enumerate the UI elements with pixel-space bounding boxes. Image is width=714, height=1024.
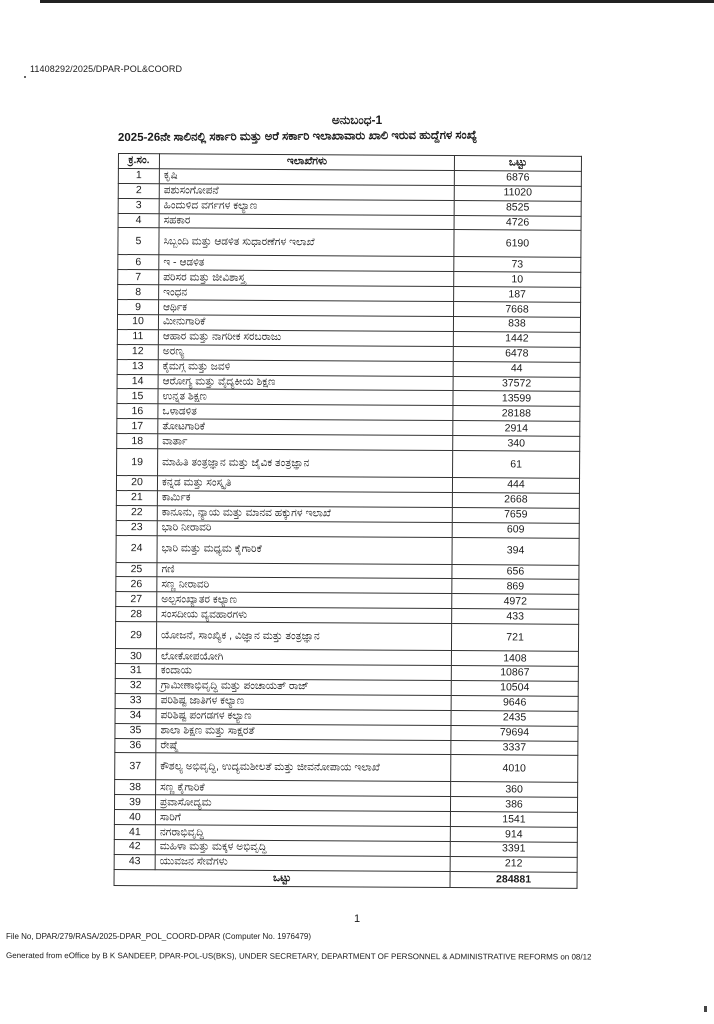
row-department-name: ಕೈಮಗ್ಗ ಮತ್ತು ಜವಳಿ (158, 359, 453, 376)
row-department-name: ಒಳಾಡಳಿತ (158, 404, 453, 421)
row-sl-no: 22 (116, 505, 157, 520)
row-sl-no: 41 (114, 825, 155, 840)
row-department-name: ಕೃಷಿ (159, 169, 454, 186)
row-sl-no: 5 (118, 228, 159, 255)
annex-title: ಅನುಬಂಧ-1 (331, 113, 383, 127)
row-vacancy-total: 6876 (454, 170, 581, 186)
row-sl-no: 26 (116, 577, 157, 592)
row-vacancy-total: 340 (453, 436, 580, 452)
row-department-name: ಸಿಬ್ಬಂದಿ ಮತ್ತು ಆಡಳಿತ ಸುಧಾರಣೆಗಳ ಇಲಾಖೆ (159, 228, 454, 257)
row-sl-no: 10 (117, 315, 158, 330)
row-vacancy-total: 187 (454, 287, 581, 303)
row-vacancy-total: 2668 (452, 492, 579, 508)
row-department-name: ಸಣ್ಣ ಕೈಗಾರಿಕೆ (156, 780, 451, 797)
generated-by-line: Generated from eOffice by B K SANDEEP, DPAR-POL-US(BKS), UNDER SECRETARY, DEPARTMENT OF PERSONNEL & ADMINISTRATIVE REFORMS on 08/12 (5, 951, 592, 962)
reference-number: 11408292/2025/DPAR-POL&COORD (30, 64, 183, 74)
row-department-name: ಪರಿಶಿಷ್ಟ ಪಂಗಡಗಳ ಕಲ್ಯಾಣ (156, 708, 451, 725)
table-row (115, 622, 578, 652)
row-department-name: ಆರೋಗ್ಯ ಮತ್ತು ವೈದ್ಯಕೀಯ ಶಿಕ್ಷಣ (158, 374, 453, 391)
row-department-name: ತೋಟಗಾರಿಕೆ (158, 419, 453, 436)
row-department-name: ಸಣ್ಣ ನೀರಾವರಿ (157, 577, 452, 594)
row-sl-no: 14 (117, 374, 158, 389)
row-vacancy-total: 10867 (451, 666, 578, 682)
row-vacancy-total: 609 (452, 522, 579, 538)
row-vacancy-total: 8525 (454, 200, 581, 216)
row-department-name: ಸಹಕಾರ (159, 213, 454, 230)
row-sl-no: 16 (117, 404, 158, 419)
table-row (118, 228, 581, 258)
row-vacancy-total: 1442 (453, 331, 580, 347)
row-department-name: ಪರಿಸರ ಮತ್ತು ಜೀವಿಶಾಸ್ತ್ರ (159, 270, 454, 287)
row-department-name: ಅಲ್ಪಸಂಖ್ಯಾತರ ಕಲ್ಯಾಣ (157, 592, 452, 609)
row-vacancy-total: 212 (450, 856, 577, 872)
grand-total-row (114, 869, 577, 888)
row-department-name: ಇಂಧನ (159, 285, 454, 302)
column-header-total: ಒಟ್ಟು (454, 156, 581, 172)
row-vacancy-total: 721 (451, 624, 578, 652)
row-sl-no: 4 (118, 213, 159, 228)
grand-total-label: ಒಟ್ಟು (114, 869, 450, 887)
row-vacancy-total: 7659 (452, 507, 579, 523)
table-body (114, 168, 581, 872)
row-vacancy-total: 10 (454, 272, 581, 288)
row-sl-no: 32 (115, 678, 156, 693)
page-number: 1 (353, 913, 361, 925)
row-sl-no: 13 (117, 359, 158, 374)
row-sl-no: 30 (115, 649, 156, 664)
row-vacancy-total: 869 (452, 579, 579, 595)
row-vacancy-total: 9646 (451, 695, 578, 711)
scan-edge-line (40, 0, 714, 3)
row-vacancy-total: 2914 (453, 421, 580, 437)
row-department-name: ನಗರಾಭಿವೃದ್ಧಿ (155, 825, 450, 842)
vacancy-table-container (114, 153, 582, 889)
table-row (116, 535, 579, 565)
row-sl-no: 2 (118, 183, 159, 198)
row-vacancy-total: 444 (452, 478, 579, 494)
row-sl-no: 39 (114, 795, 155, 810)
row-vacancy-total: 6478 (453, 346, 580, 362)
row-sl-no: 24 (116, 535, 157, 562)
row-department-name: ಮೀನುಗಾರಿಕೆ (158, 315, 453, 332)
row-sl-no: 43 (114, 854, 155, 869)
row-department-name: ಆಹಾರ ಮತ್ತು ನಾಗರೀಕ ಸರಬರಾಜು (158, 330, 453, 347)
row-department-name: ಪರಿಶಿಷ್ಟ ಜಾತಿಗಳ ಕಲ್ಯಾಣ (156, 694, 451, 711)
row-vacancy-total: 6190 (454, 230, 581, 258)
row-department-name: ಯೋಜನೆ, ಸಾಂಖ್ಯಿಕ , ವಿಜ್ಞಾನ ಮತ್ತು ತಂತ್ರಜ್ಞಾನ (156, 622, 451, 651)
grand-total-value: 284881 (450, 871, 577, 888)
table-row (115, 753, 578, 783)
row-sl-no: 18 (117, 434, 158, 449)
row-sl-no: 27 (116, 592, 157, 607)
row-sl-no: 17 (117, 419, 158, 434)
row-vacancy-total: 3391 (450, 841, 577, 857)
row-vacancy-total: 79694 (451, 725, 578, 741)
row-vacancy-total: 37572 (453, 376, 580, 392)
row-sl-no: 15 (117, 389, 158, 404)
row-vacancy-total: 360 (451, 782, 578, 798)
row-sl-no: 1 (118, 168, 159, 183)
row-department-name: ಗ್ರಾಮೀಣಾಭಿವೃದ್ಧಿ ಮತ್ತು ಪಂಚಾಯತ್ ರಾಜ್ (156, 679, 451, 696)
row-department-name: ಹಿಂದುಳಿದ ವರ್ಗಗಳ ಕಲ್ಯಾಣ (159, 198, 454, 215)
row-sl-no: 12 (117, 344, 158, 359)
table-row (117, 449, 580, 479)
row-sl-no: 42 (114, 839, 155, 854)
row-department-name: ಕೌಶಲ್ಯ ಅಭಿವೃದ್ಧಿ, ಉದ್ಯಮಶೀಲತೆ ಮತ್ತು ಜೀವನೋಪಾಯ ಇಲಾಖೆ (156, 753, 451, 782)
row-vacancy-total: 7668 (454, 302, 581, 318)
row-vacancy-total: 4726 (454, 215, 581, 231)
scan-speck (704, 1006, 707, 1012)
row-vacancy-total: 11020 (454, 185, 581, 201)
row-department-name: ರೇಷ್ಮೆ (156, 738, 451, 755)
row-vacancy-total: 656 (452, 564, 579, 580)
row-vacancy-total: 61 (453, 451, 580, 479)
row-department-name: ಇ - ಆಡಳಿತ (159, 255, 454, 272)
row-vacancy-total: 73 (454, 257, 581, 273)
row-department-name: ಕಾರ್ಮಿಕ (157, 491, 452, 508)
row-sl-no: 28 (116, 607, 157, 622)
row-vacancy-total: 386 (450, 797, 577, 813)
row-department-name: ಅರಣ್ಯ (158, 345, 453, 362)
row-sl-no: 3 (118, 198, 159, 213)
row-vacancy-total: 433 (452, 609, 579, 625)
row-sl-no: 40 (114, 810, 155, 825)
row-vacancy-total: 3337 (451, 740, 578, 756)
row-vacancy-total: 10504 (451, 680, 578, 696)
row-vacancy-total: 394 (452, 537, 579, 565)
row-vacancy-total: 4010 (451, 755, 578, 783)
row-department-name: ಯುವಜನ ಸೇವೆಗಳು (155, 855, 450, 872)
row-vacancy-total: 13599 (453, 391, 580, 407)
document-title: 2025-26ನೇ ಸಾಲಿನಲ್ಲಿ ಸರ್ಕಾರಿ ಮತ್ತು ಅರೆ ಸರ್ಕಾರಿ ಇಲಾಖಾವಾರು ಖಾಲಿ ಇರುವ ಹುದ್ದೆಗಳ ಸಂಖ್ಯೆ (117, 129, 478, 144)
row-sl-no: 25 (116, 562, 157, 577)
row-sl-no: 21 (116, 490, 157, 505)
row-vacancy-total: 28188 (453, 406, 580, 422)
row-department-name: ಲೋಕೋಪಯೋಗಿ (156, 649, 451, 666)
row-sl-no: 37 (115, 753, 156, 780)
row-sl-no: 35 (115, 723, 156, 738)
row-sl-no: 19 (117, 449, 158, 476)
row-vacancy-total: 4972 (452, 594, 579, 610)
row-sl-no: 9 (118, 300, 159, 315)
file-number: File No, DPAR/279/RASA/2025-DPAR_POL_COORD-DPAR (Computer No. 1976479) (6, 932, 312, 941)
row-department-name: ಕನ್ನಡ ಮತ್ತು ಸಂಸ್ಕೃತಿ (157, 476, 452, 493)
row-department-name: ಕಂದಾಯ (156, 664, 451, 681)
row-sl-no: 11 (117, 329, 158, 344)
vacancy-table (114, 153, 582, 889)
row-sl-no: 29 (115, 622, 156, 649)
row-sl-no: 23 (116, 520, 157, 535)
row-vacancy-total: 44 (453, 361, 580, 377)
row-department-name: ಭಾರಿ ನೀರಾವರಿ (157, 520, 452, 537)
row-sl-no: 8 (118, 285, 159, 300)
row-department-name: ಪಶುಸಂಗೋಪನೆ (159, 184, 454, 201)
row-department-name: ಸಾರಿಗೆ (155, 810, 450, 827)
row-vacancy-total: 914 (450, 827, 577, 843)
row-department-name: ಭಾರಿ ಮತ್ತು ಮಧ್ಯಮ ಕೈಗಾರಿಕೆ (157, 535, 452, 564)
row-department-name: ಪ್ರವಾಸೋದ್ಯಮ (155, 795, 450, 812)
column-header-sl-no: ಕ್ರ.ಸಂ. (118, 154, 159, 169)
row-sl-no: 38 (115, 780, 156, 795)
row-sl-no: 36 (115, 738, 156, 753)
row-vacancy-total: 2435 (451, 710, 578, 726)
row-sl-no: 6 (118, 255, 159, 270)
row-vacancy-total: 838 (453, 317, 580, 333)
row-sl-no: 34 (115, 708, 156, 723)
row-sl-no: 20 (116, 476, 157, 491)
row-department-name: ಆರ್ಥಿಕ (159, 300, 454, 317)
row-sl-no: 7 (118, 270, 159, 285)
row-vacancy-total: 1408 (451, 651, 578, 667)
row-department-name: ಉನ್ನತ ಶಿಕ್ಷಣ (158, 389, 453, 406)
row-sl-no: 33 (115, 693, 156, 708)
column-header-department: ಇಲಾಖೆಗಳು (159, 154, 454, 171)
row-department-name: ಮಹಿಳಾ ಮತ್ತು ಮಕ್ಕಳ ಅಭಿವೃದ್ಧಿ (155, 840, 450, 857)
row-department-name: ಶಾಲಾ ಶಿಕ್ಷಣ ಮತ್ತು ಸಾಕ್ಷರತೆ (156, 723, 451, 740)
row-department-name: ಸಂಸದೀಯ ವ್ಯವಹಾರಗಳು (157, 607, 452, 624)
row-vacancy-total: 1541 (450, 812, 577, 828)
row-department-name: ಮಾಹಿತಿ ತಂತ್ರಜ್ಞಾನ ಮತ್ತು ಜೈವಿಕ ತಂತ್ರಜ್ಞಾನ (158, 449, 453, 478)
row-department-name: ವಾರ್ತಾ (158, 434, 453, 451)
row-department-name: ಕಾನೂನು, ನ್ಯಾಯ ಮತ್ತು ಮಾನವ ಹಕ್ಕುಗಳ ಇಲಾಖೆ (157, 506, 452, 523)
row-department-name: ಗಣಿ (157, 562, 452, 579)
row-sl-no: 31 (115, 664, 156, 679)
scan-speck (24, 76, 26, 78)
